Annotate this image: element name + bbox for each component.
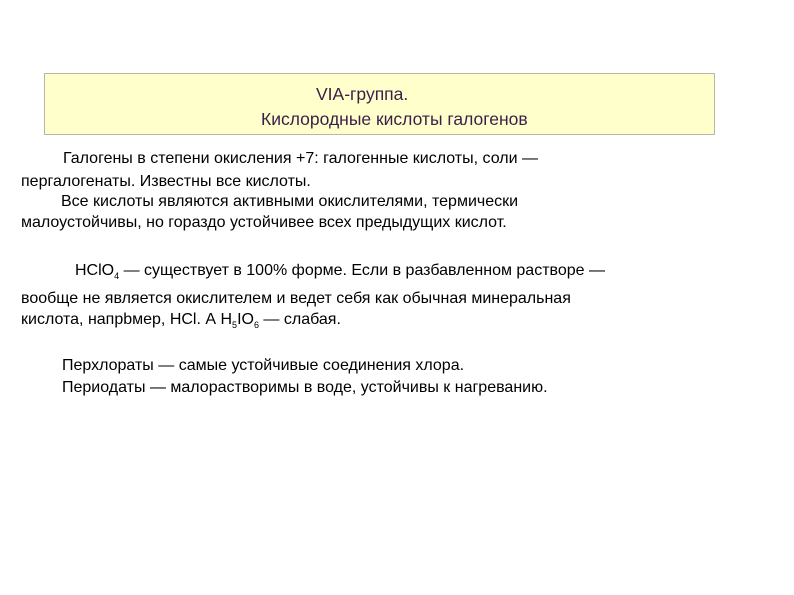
hclo4-subscript: 4 [114, 271, 120, 281]
para2-line1 [75, 261, 605, 281]
para3-line2: Периодаты — малорастворимы в воде, устойчивы к нагреванию. [62, 379, 548, 396]
io-formula: IO [237, 311, 254, 328]
hclo4-formula: HClO [75, 262, 115, 279]
h-subscript: 5 [232, 320, 238, 330]
io-subscript: 6 [253, 320, 259, 330]
para2-line3 [21, 310, 341, 330]
para3-line1: Перхлораты — самые устойчивые соединения хлора. [62, 357, 465, 374]
para2-line2: вообще не является окислителем и ведет себя как обычная минеральная [21, 290, 571, 307]
title-box [44, 73, 715, 135]
title-subject: Кислородные кислоты галогенов [261, 109, 528, 129]
title-group: VIA-группа. [316, 84, 409, 104]
para2-line3-start: кислота, напрbмер, HCl. А H [21, 311, 233, 328]
para1-line2: пергалогенаты. Известны все кислоты. [21, 173, 311, 190]
para1-line4: малоустойчивы, но гораздо устойчивее всех предыдущих кислот. [21, 214, 507, 231]
para2-line3-end: — слабая. [258, 311, 341, 328]
para2-line1-text: — существует в 100% форме. Если в разбавленном растворе — [119, 262, 605, 279]
para1-line3: Все кислоты являются активными окислителями, термически [61, 193, 519, 210]
para1-line1: Галогены в степени окисления +7: галогенные кислоты, соли — [63, 150, 538, 167]
